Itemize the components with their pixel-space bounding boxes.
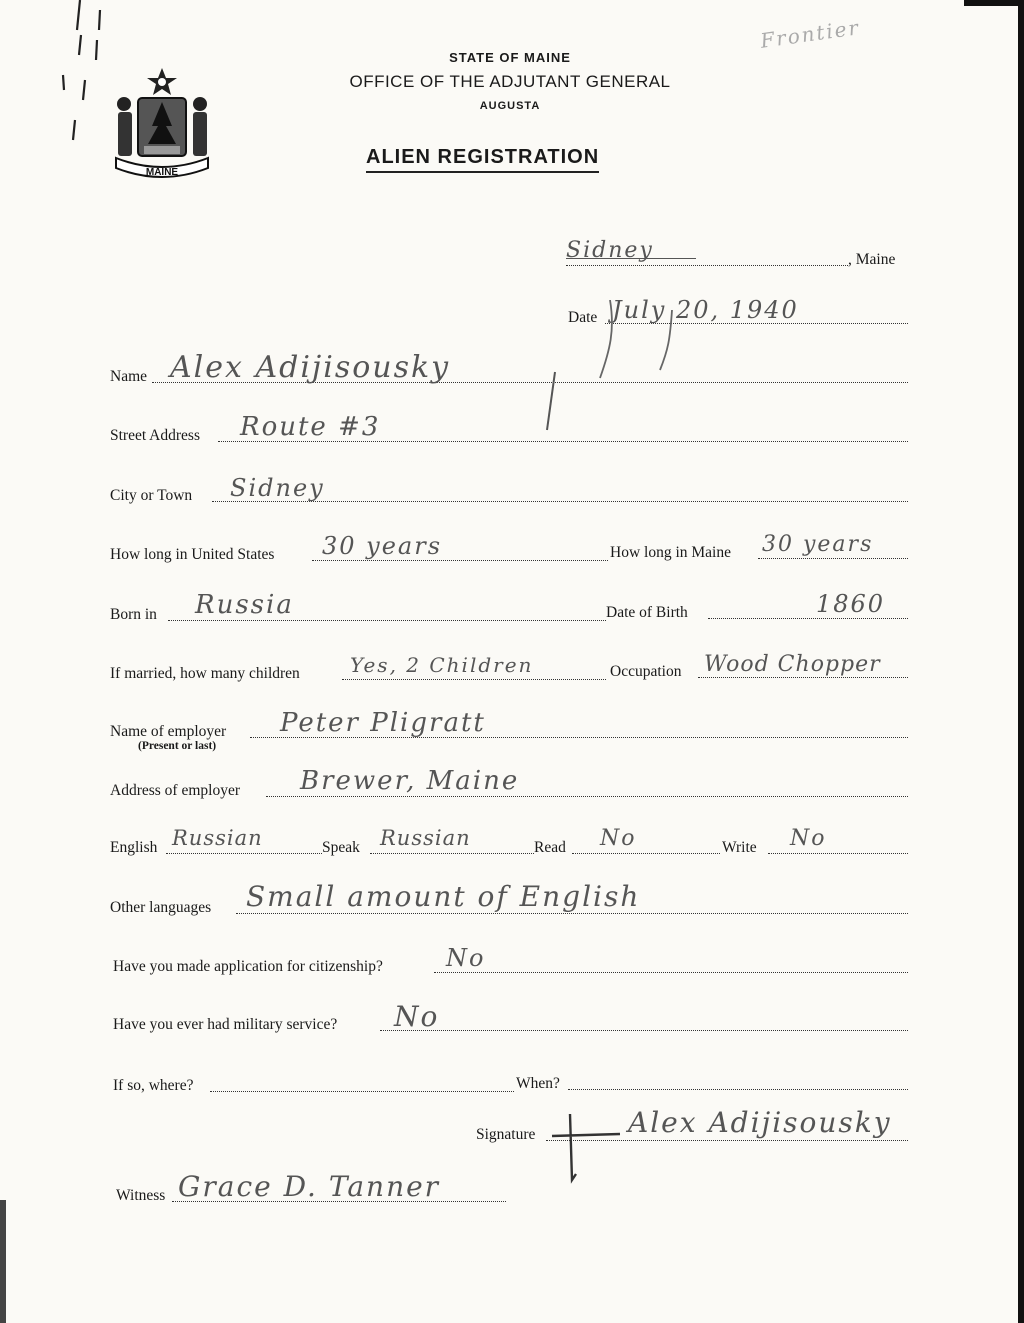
pen-stroke-date xyxy=(590,300,690,380)
how-long-us-line xyxy=(312,560,608,561)
state-heading: STATE OF MAINE xyxy=(449,50,571,65)
employer-address-value: Brewer, Maine xyxy=(300,766,520,796)
speak-label: Speak xyxy=(322,839,360,856)
how-long-maine-value: 30 years xyxy=(762,532,874,557)
military-value: No xyxy=(394,1000,440,1033)
where-label: If so, where? xyxy=(113,1077,194,1094)
name-value: Alex Adijisousky xyxy=(170,350,451,385)
signature-value: Alex Adijisousky xyxy=(628,1106,892,1139)
occupation-label: Occupation xyxy=(610,663,682,680)
when-label: When? xyxy=(516,1075,560,1092)
other-languages-line xyxy=(236,913,908,914)
witness-label: Witness xyxy=(116,1187,166,1204)
place-value: Sidney xyxy=(566,238,654,263)
citizenship-label: Have you made application for citizenship? xyxy=(113,958,383,975)
maine-state-seal-icon xyxy=(108,64,216,188)
scan-edge-top xyxy=(964,0,1024,6)
citizenship-value: No xyxy=(446,944,486,972)
dob-value: 1860 xyxy=(816,590,886,618)
employer-name-sublabel: (Present or last) xyxy=(138,740,217,752)
date-value: July 20, 1940 xyxy=(612,296,799,324)
place-line xyxy=(566,265,848,266)
born-in-value: Russia xyxy=(195,590,294,620)
scan-edge-right xyxy=(1018,0,1024,1323)
margin-marks xyxy=(55,0,115,160)
city-value: Sidney xyxy=(230,474,325,502)
office-heading: OFFICE OF THE ADJUTANT GENERAL xyxy=(349,72,671,91)
born-in-label: Born in xyxy=(110,606,157,623)
where-line xyxy=(210,1091,514,1092)
speak-value: Russian xyxy=(380,826,471,850)
how-long-us-label: How long in United States xyxy=(110,546,275,563)
write-value: No xyxy=(790,826,827,851)
employer-address-label: Address of employer xyxy=(110,782,240,799)
other-languages-value: Small amount of English xyxy=(246,880,641,913)
street-value: Route #3 xyxy=(240,412,381,442)
children-label: If married, how many children xyxy=(110,665,300,682)
city-label: City or Town xyxy=(110,487,193,504)
seal-label: MAINE xyxy=(145,167,179,178)
employer-address-line xyxy=(266,796,908,797)
employer-name-value: Peter Pligratt xyxy=(280,708,486,738)
write-line xyxy=(768,853,908,854)
occupation-value: Wood Chopper xyxy=(704,652,881,677)
pen-stroke xyxy=(525,370,565,440)
dob-label: Date of Birth xyxy=(606,604,688,621)
read-line xyxy=(572,853,720,854)
name-label: Name xyxy=(110,368,148,385)
other-languages-label: Other languages xyxy=(110,899,212,916)
how-long-us-value: 30 years xyxy=(322,532,443,560)
form-title: ALIEN REGISTRATION xyxy=(366,146,599,173)
place-suffix: , Maine xyxy=(848,251,896,268)
write-label: Write xyxy=(722,839,757,856)
signature-cross-mark xyxy=(548,1110,628,1190)
occupation-line xyxy=(698,677,908,678)
date-label: Date xyxy=(568,309,598,326)
military-label: Have you ever had military service? xyxy=(113,1016,338,1033)
children-line xyxy=(342,679,606,680)
street-label: Street Address xyxy=(110,427,200,444)
born-in-line xyxy=(168,620,606,621)
place-strike xyxy=(566,258,696,259)
employer-name-label: Name of employer xyxy=(110,723,227,740)
how-long-maine-label: How long in Maine xyxy=(610,544,731,561)
margin-note: Frontier xyxy=(758,15,862,53)
witness-value: Grace D. Tanner xyxy=(178,1170,441,1203)
speak-line xyxy=(370,853,534,854)
citizenship-line xyxy=(434,972,908,973)
signature-label: Signature xyxy=(476,1126,536,1143)
read-value: No xyxy=(600,826,637,851)
when-line xyxy=(568,1089,908,1090)
english-value: Russian xyxy=(172,826,263,850)
english-line xyxy=(166,853,322,854)
scan-edge-left xyxy=(0,1200,6,1323)
read-label: Read xyxy=(534,839,566,856)
english-label: English xyxy=(110,839,158,856)
children-value: Yes, 2 Children xyxy=(350,653,534,677)
how-long-maine-line xyxy=(758,558,908,559)
military-line xyxy=(380,1030,908,1031)
city-heading: AUGUSTA xyxy=(479,100,541,112)
dob-line xyxy=(708,618,908,619)
